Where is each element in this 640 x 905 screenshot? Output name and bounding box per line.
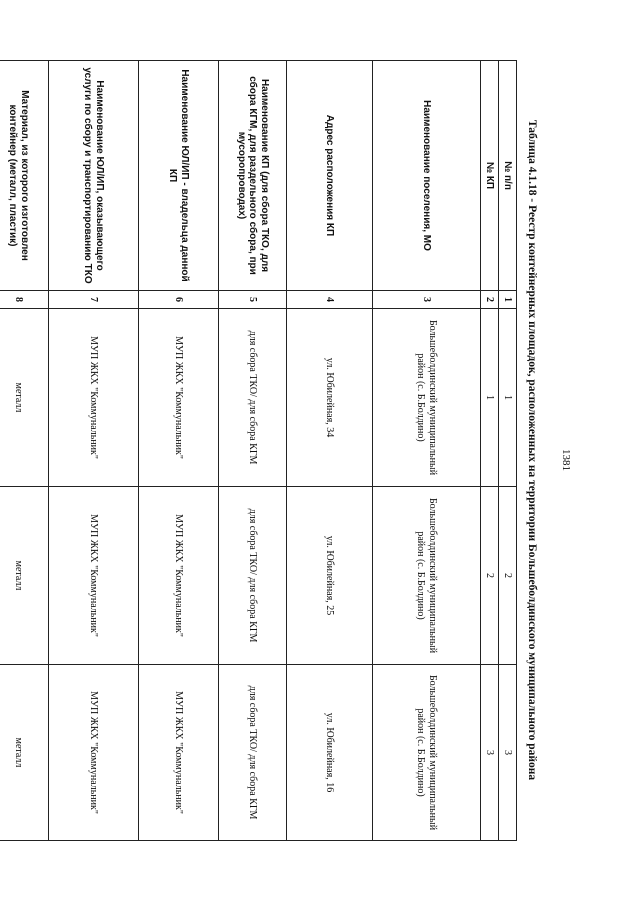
data-cell: ул. Юбилейная, 16 (287, 665, 373, 841)
header-cell: Наименование КП (для сбора ТКО, для сбора КГМ, для раздельного сбора, при мусоропроводах) (219, 61, 287, 291)
column-number: 3 (373, 291, 481, 309)
data-cell: 1 (499, 309, 517, 487)
data-cell: Большеболдинский муниципальный район (с. Б.Болдино) (373, 665, 481, 841)
header-cell: № п/п (499, 61, 517, 291)
header-cell: Адрес расположения КП (287, 61, 373, 291)
data-cell: 2 (499, 487, 517, 665)
header-cell: Материал, из которого изготовлен контейнер (металл, пластик) (0, 61, 49, 291)
header-cell: Наименование поселения, МО (373, 61, 481, 291)
data-cell: МУП ЖКХ "Коммунальник" (139, 309, 219, 487)
data-cell: МУП ЖКХ "Коммунальник" (49, 309, 139, 487)
data-cell: Большеболдинский муниципальный район (с. Б.Болдино) (373, 487, 481, 665)
registry-table (0, 60, 517, 841)
data-cell: 3 (499, 665, 517, 841)
data-cell: для сбора ТКО/ для сбора КГМ (219, 665, 287, 841)
table-row (373, 61, 481, 841)
data-cell: МУП ЖКХ "Коммунальник" (139, 665, 219, 841)
data-cell: Большеболдинский муниципальный район (с. Б.Болдино) (373, 309, 481, 487)
page-number: 1381 (560, 449, 572, 471)
data-cell: ул. Юбилейная, 34 (287, 309, 373, 487)
column-number: 4 (287, 291, 373, 309)
header-cell: Наименование ЮЛ/ИП, оказывающего услуги по сбору и транспортированию ТКО (49, 61, 139, 291)
data-cell: металл (0, 665, 49, 841)
header-cell: № КП (481, 61, 499, 291)
column-number: 2 (481, 291, 499, 309)
table-row (219, 61, 287, 841)
table-row (481, 61, 499, 841)
data-cell: 1 (481, 309, 499, 487)
table-row (139, 61, 219, 841)
column-number: 1 (499, 291, 517, 309)
table-row (0, 61, 49, 841)
data-cell: МУП ЖКХ "Коммунальник" (49, 665, 139, 841)
table-row (499, 61, 517, 841)
table-row (49, 61, 139, 841)
column-number: 6 (139, 291, 219, 309)
column-number: 7 (49, 291, 139, 309)
table-row (287, 61, 373, 841)
data-cell: ул. Юбилейная, 25 (287, 487, 373, 665)
data-cell: металл (0, 309, 49, 487)
data-cell: МУП ЖКХ "Коммунальник" (49, 487, 139, 665)
header-cell: Наименование ЮЛ/ИП - владельца данной КП (139, 61, 219, 291)
column-number: 8 (0, 291, 49, 309)
data-cell: металл (0, 487, 49, 665)
data-cell: МУП ЖКХ "Коммунальник" (139, 487, 219, 665)
data-cell: для сбора ТКО/ для сбора КГМ (219, 487, 287, 665)
data-cell: для сбора ТКО/ для сбора КГМ (219, 309, 287, 487)
column-number: 5 (219, 291, 287, 309)
table-caption: Таблица 4.1.18 - Реестр контейнерных площадок, расположенных на территории Большеболдинского муниципального района (526, 119, 538, 781)
data-cell: 2 (481, 487, 499, 665)
data-cell: 3 (481, 665, 499, 841)
